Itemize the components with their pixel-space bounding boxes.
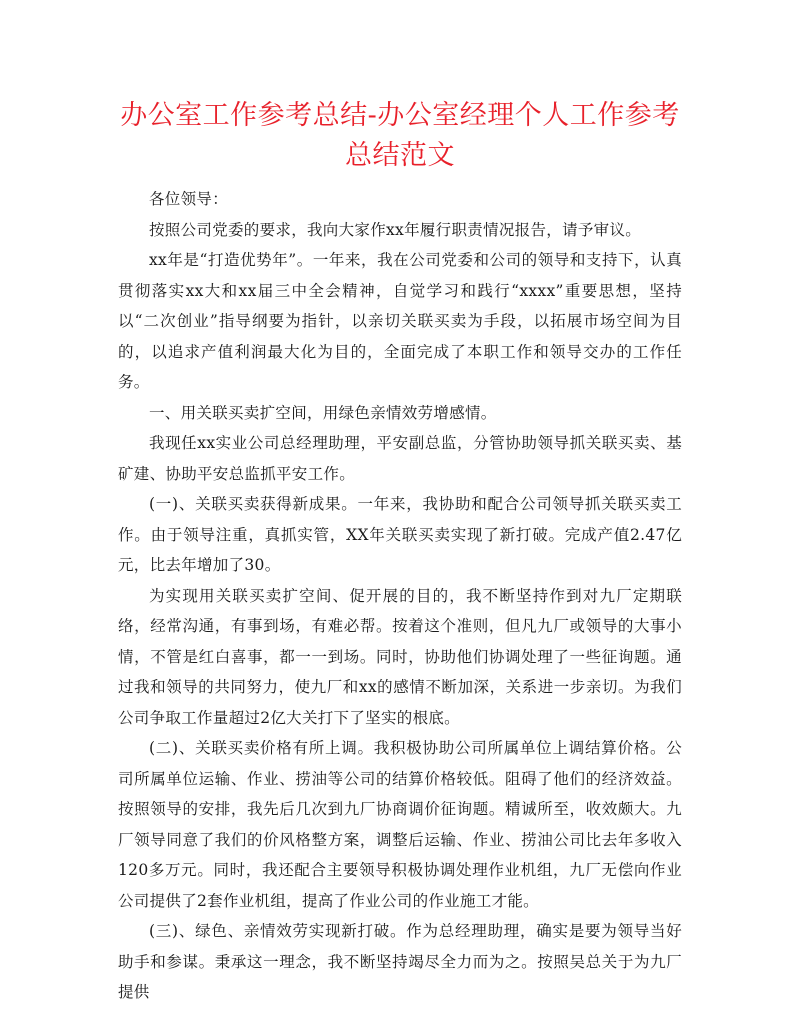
section-heading-1: 一、用关联买卖扩空间，用绿色亲情效劳增感情。 bbox=[149, 403, 497, 422]
document-title: 办公室工作参考总结-办公室经理个人工作参考总结范文 bbox=[120, 100, 680, 171]
paragraph-expansion: 为实现用关联买卖扩空间、促开展的目的，我不断坚持作到对九厂定期联络，经常沟通，有事到场，有难必帮。按着这个准则，但凡九厂或领导的大事小情，不管是红白喜事，都一一到场。同时，协助他们协调处理了一些征询题。通过我和领导的共同努力，使九厂和xx的感情不断加深，关系进一步亲切。为我们公司争取工作量超过2亿大关打下了坚实的根底。 bbox=[118, 586, 682, 727]
paragraph-intro: 按照公司党委的要求，我向大家作xx年履行职责情况报告，请予审议。 bbox=[149, 220, 642, 239]
paragraph-position: 我现任xx实业公司总经理助理，平安副总监，分管协助领导抓关联买卖、基矿建、协助平安总监抓平安工作。 bbox=[118, 434, 682, 483]
paragraph-achievement-2: (二)、关联买卖价格有所上调。我积极协助公司所属单位上调结算价格。公司所属单位运输、作业、捞油等公司的结算价格较低。阻碍了他们的经济效益。按照领导的安排，我先后几次到九厂协商调价征询题。精诚所至，收效颇大。九厂领导同意了我们的价风格整方案，调整后运输、作业、捞油公司比去年多收入120多万元。同时，我还配合主要领导积极协调处理作业机组，九厂无偿向作业公司提供了2套作业机组，提高了作业公司的作业施工才能。 bbox=[118, 739, 682, 910]
paragraph-achievement-1: (一)、关联买卖获得新成果。一年来，我协助和配合公司领导抓关联买卖工作。由于领导注重，真抓实管，XX年关联买卖实现了新打破。完成产值2.47亿元，比去年增加了30。 bbox=[118, 495, 682, 574]
paragraph-overview: xx年是“打造优势年”。一年来，我在公司党委和公司的领导和支持下，认真贯彻落实xx大和xx届三中全会精神，自觉学习和践行“xxxx”重要思想，坚持以“二次创业”指导纲要为指针，以亲切关联买卖为手段，以拓展市场空间为目的，以追求产值利润最大化为目的，全面完成了本职工作和领导交办的工作任务。 bbox=[118, 251, 682, 391]
paragraph-salutation: 各位领导： bbox=[149, 190, 229, 208]
paragraph-achievement-3: (三)、绿色、亲情效劳实现新打破。作为总经理助理，确实是要为领导当好助手和参谋。秉承这一理念，我不断坚持竭尽全力而为之。按照吴总关于为九厂提供 bbox=[118, 922, 682, 1001]
